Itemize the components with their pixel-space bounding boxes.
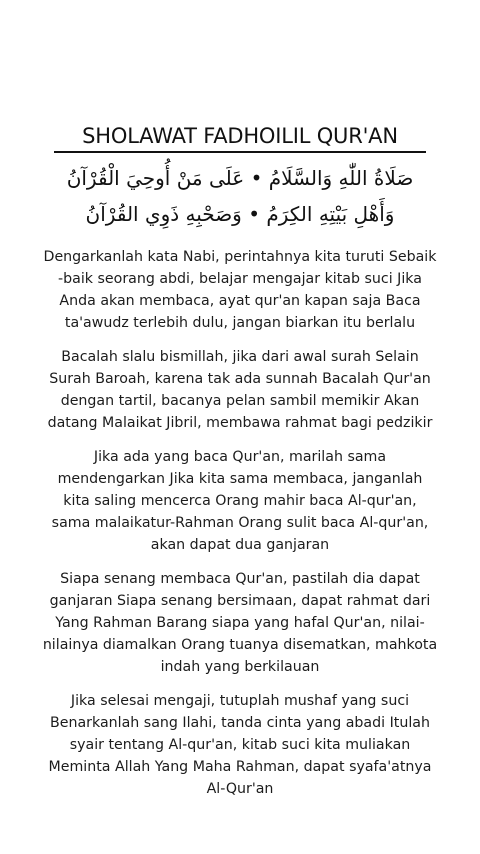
verse-line: Surah Baroah, karena tak ada sunnah Bacalah Qur'an — [49, 371, 431, 387]
verse-line: mendengarkan Jika kita sama membaca, janganlah — [57, 471, 423, 487]
verse-line: Siapa senang membaca Qur'an, pastilah dia dapat — [60, 571, 420, 587]
verse-line: Anda akan membaca, ayat qur'an kapan saja Baca — [59, 293, 421, 309]
verse-5 — [26, 690, 454, 800]
verse-2 — [26, 346, 454, 434]
verse-line: nilainya diamalkan Orang tuanya disematkan, mahkota — [42, 637, 438, 653]
verse-4 — [26, 568, 454, 678]
verse-line: Benarkanlah sang Ilahi, tanda cinta yang abadi Itulah — [50, 715, 430, 731]
verse-line: Dengarkanlah kata Nabi, perintahnya kita turuti Sebaik — [43, 249, 437, 265]
verse-line: Jika ada yang baca Qur'an, marilah sama — [93, 449, 387, 465]
verse-line: Meminta Allah Yang Maha Rahman, dapat syafa'atnya — [48, 759, 432, 775]
verses-container — [26, 246, 454, 812]
verse-line: Jika selesai mengaji, tutuplah mushaf yang suci — [70, 693, 410, 709]
verse-line: ganjaran Siapa senang bersimaan, dapat rahmat dari — [49, 593, 431, 609]
verse-line: kita saling mencerca Orang mahir baca Al-qur'an, — [63, 493, 417, 509]
verse-line: akan dapat dua ganjaran — [150, 537, 330, 553]
verse-3 — [26, 446, 454, 556]
page-title: SHOLAWAT FADHOILIL QUR'AN — [82, 124, 398, 148]
arabic-line-1: صَلَاةُ اللّٰهِ وَالسَّلَامُ • عَلَى مَنْ أُوحِيَ الْقُرْآنُ — [66, 166, 414, 190]
title-underline — [54, 151, 426, 153]
arabic-line-2: وَأَهْلِ بَيْتِهِ الكِرَمُ • وَصَحْبِهِ ذَوِي القُرْآنُ — [85, 202, 395, 226]
verse-line: indah yang berkilauan — [160, 659, 320, 675]
verse-line: dengan tartil, bacanya pelan sambil memikir Akan — [60, 393, 420, 409]
verse-line: -baik seorang abdi, belajar mengajar kitab suci Jika — [58, 271, 422, 287]
verse-line: Al-Qur'an — [206, 781, 274, 797]
verse-line: ta'awudz terlebih dulu, jangan biarkan itu berlalu — [64, 315, 416, 331]
verse-line: datang Malaikat Jibril, membawa rahmat bagi pedzikir — [47, 415, 433, 431]
verse-line: syair tentang Al-qur'an, kitab suci kita muliakan — [69, 737, 411, 753]
verse-line: Bacalah slalu bismillah, jika dari awal surah Selain — [61, 349, 419, 365]
verse-line: Yang Rahman Barang siapa yang hafal Qur'an, nilai- — [55, 615, 425, 631]
verse-line: sama malaikatur-Rahman Orang sulit baca Al-qur'an, — [51, 515, 429, 531]
verse-1 — [26, 246, 454, 334]
